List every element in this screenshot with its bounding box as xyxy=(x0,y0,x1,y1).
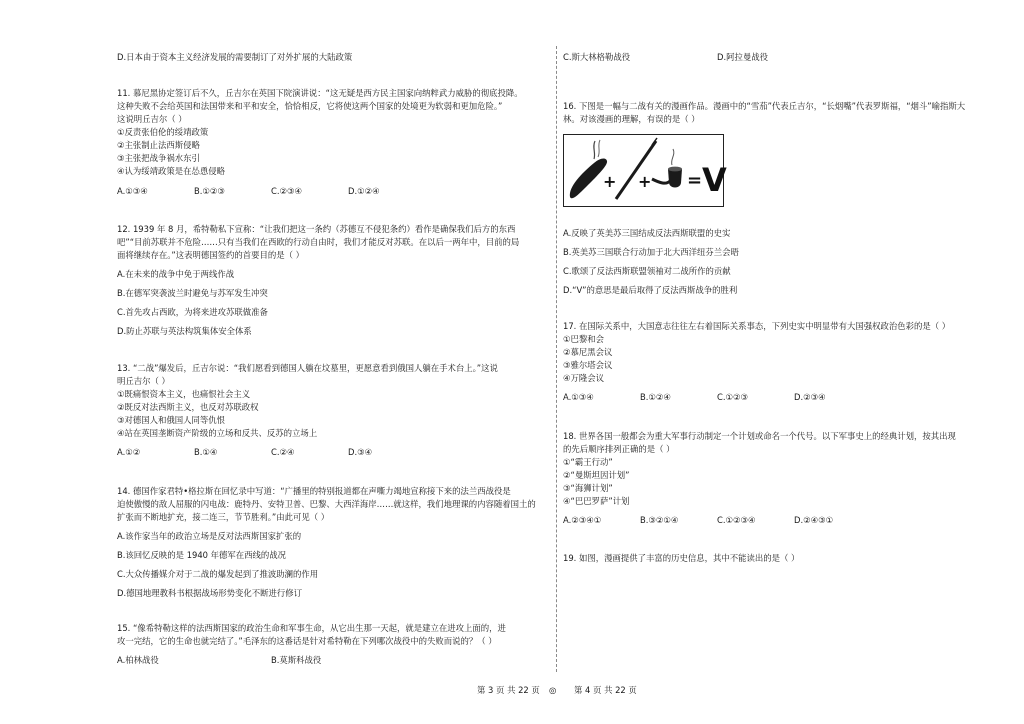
q11-item: ②主张制止法西斯侵略 xyxy=(117,140,200,150)
q17-choice-a[interactable]: A.①③④ xyxy=(563,392,594,402)
column-divider xyxy=(556,46,557,672)
q11-choice-c[interactable]: C.②③④ xyxy=(271,186,303,196)
q17-item: ①巴黎和会 xyxy=(563,334,605,344)
q11-item: ④认为绥靖政策是在怂恿侵略 xyxy=(117,166,226,176)
q14-choice-b[interactable]: B.该回忆反映的是 1940 年德军在西线的战况 xyxy=(117,550,287,560)
q18-item: ①“霸王行动” xyxy=(563,457,613,467)
q16-choice-c[interactable]: C.歌颂了反法西斯联盟领袖对二战所作的贡献 xyxy=(563,266,731,276)
q15-stem-line: 15. “像希特勒这样的法西斯国家的政治生命和军事生命，从它出生那一天起，就是建立在进攻上面的，进 xyxy=(117,623,506,633)
q12-choice-b[interactable]: B.在德军突袭波兰时避免与苏军发生冲突 xyxy=(117,288,268,298)
q15-choice-a[interactable]: A.柏林战役 xyxy=(117,655,159,665)
q18-item: ③“海狮计划” xyxy=(563,483,613,493)
q10-option-d: D.日本由于资本主义经济发展的需要制订了对外扩展的大陆政策 xyxy=(117,52,353,62)
svg-text:=: = xyxy=(687,170,703,191)
q13-stem-line: 明丘吉尔（ ） xyxy=(117,376,170,386)
q11-stem-line: 这说明丘吉尔（ ） xyxy=(117,114,187,124)
q12-stem-line: 吧”“目前苏联并不危险……只有当我们在西欧的行动自由时，我们才能反对苏联。在以后一两年中，目前的局 xyxy=(117,237,520,247)
q17-item: ②慕尼黑会议 xyxy=(563,347,613,357)
q11-item: ①反责张伯伦的绥靖政策 xyxy=(117,127,209,137)
q17-item: ④万隆会议 xyxy=(563,373,605,383)
cigar-icon xyxy=(570,140,607,198)
binding-mark-icon: ◎ xyxy=(549,685,557,695)
q16-choice-a[interactable]: A.反映了英美苏三国结成反法西斯联盟的史实 xyxy=(563,228,731,238)
cartoon-figure xyxy=(563,134,727,207)
q14-stem-line: 扩张而不断地扩充，接二连三，节节胜利。”由此可见（ ） xyxy=(117,512,330,522)
q16-choice-d[interactable]: D.“V”的意思是最后取得了反法西斯战争的胜利 xyxy=(563,285,738,295)
q18-stem-line: 的先后顺序排列正确的是（ ） xyxy=(563,444,675,454)
q16-stem-line: 16. 下图是一幅与二战有关的漫画作品。漫画中的“雪茄”代表丘吉尔，“长烟嘴”代表罗斯福，“烟斗”喻指斯大 xyxy=(563,101,966,111)
q13-stem-line: 13. “二战”爆发后，丘吉尔说：“我们愿看到德国人躺在坟墓里，更愿意看到俄国人躺在手术台上。”这说 xyxy=(117,363,498,373)
q19-stem-line: 19. 如图，漫画提供了丰富的历史信息，其中不能读出的是（ ） xyxy=(563,553,800,563)
q15-stem-line: 攻一完结，它的生命也就完结了。”毛泽东的这番话是针对希特勒在下列哪次战役中的失败而说的？（ ） xyxy=(117,636,497,646)
q11-stem-line: 这种失败不会给英国和法国带来和平和安全，恰恰相反，它将使这两个国家的处境更为软弱和更加危险。” xyxy=(117,101,503,111)
q12-choice-c[interactable]: C.首先攻占西欧，为将来进攻苏联做准备 xyxy=(117,307,268,317)
svg-text:V: V xyxy=(702,161,727,199)
q11-item: ③主张把战争祸水东引 xyxy=(117,153,200,163)
q13-choice-d[interactable]: D.③④ xyxy=(348,447,373,457)
q12-choice-a[interactable]: A.在未来的战争中免于两线作战 xyxy=(117,269,235,279)
q14-stem-line: 14. 德国作家君特•格拉斯在回忆录中写道：“广播里的特别报道都在声嘶力竭地宣称接下来的法兰西战役是 xyxy=(117,486,511,496)
q11-choice-d[interactable]: D.①②④ xyxy=(348,186,380,196)
q12-stem-line: 12. 1939 年 8 月，希特勒私下宣称：“让我们把这一条约（苏德互不侵犯条约）看作是确保我们后方的东西 xyxy=(117,224,516,234)
q13-item: ②既反对法西斯主义，也反对苏联政权 xyxy=(117,402,259,412)
q18-item: ④“巴巴罗萨”计划 xyxy=(563,496,630,506)
q13-item: ③对德国人和俄国人同等仇恨 xyxy=(117,415,226,425)
q11-choice-a[interactable]: A.①③④ xyxy=(117,186,148,196)
q17-item: ③雅尔塔会议 xyxy=(563,360,613,370)
pipe-icon xyxy=(652,149,682,188)
q14-choice-c[interactable]: C.大众传播媒介对于二战的爆发起到了推波助澜的作用 xyxy=(117,569,319,579)
q12-stem-line: 面将继续存在。”这表明德国签约的首要目的是（ ） xyxy=(117,250,305,260)
svg-text:+: + xyxy=(638,172,652,191)
q13-choice-b[interactable]: B.①④ xyxy=(194,447,218,457)
q18-choice-b[interactable]: B.③②①④ xyxy=(640,515,679,525)
cartoon-drawing xyxy=(564,135,727,205)
q15-choice-b[interactable]: B.莫斯科战役 xyxy=(271,655,322,665)
q13-choice-a[interactable]: A.①② xyxy=(117,447,141,457)
q18-choice-c[interactable]: C.①②③④ xyxy=(717,515,756,525)
q16-stem-line: 林。对该漫画的理解，有误的是（ ） xyxy=(563,114,700,124)
q17-stem-line: 17. 在国际关系中，大国意志往往左右着国际关系事态，下列史实中明显带有大国强权政治色彩的是（ ） xyxy=(563,321,951,331)
q17-choice-b[interactable]: B.①②④ xyxy=(640,392,671,402)
page-number-right: 第 4 页 共 22 页 xyxy=(574,685,637,695)
q15-choice-c[interactable]: C.斯大林格勒战役 xyxy=(563,52,631,62)
q13-item: ④站在英国垄断资产阶级的立场和反共、反苏的立场上 xyxy=(117,428,318,438)
q14-stem-line: 迫使傲慢的敌人屈服的闪电战：鹿特丹、安特卫普、巴黎、大西洋海岸……就这样，我们地理课的内容随着国土的 xyxy=(117,499,536,509)
q17-choice-c[interactable]: C.①②③ xyxy=(717,392,749,402)
svg-text:+: + xyxy=(603,172,617,191)
q18-item: ②“曼斯坦因计划” xyxy=(563,470,630,480)
q15-choice-d[interactable]: D.阿拉曼战役 xyxy=(717,52,768,62)
q11-choice-b[interactable]: B.①②③ xyxy=(194,186,225,196)
q14-choice-d[interactable]: D.德国地理教科书根据战场形势变化不断进行修订 xyxy=(117,588,302,598)
q17-choice-d[interactable]: D.②③④ xyxy=(794,392,826,402)
q18-stem-line: 18. 世界各国一般都会为重大军事行动制定一个计划或命名一个代号。以下军事史上的经典计划，按其出现 xyxy=(563,431,956,441)
q12-choice-d[interactable]: D.防止苏联与英法构筑集体安全体系 xyxy=(117,326,252,336)
q18-choice-a[interactable]: A.②③④① xyxy=(563,515,602,525)
q16-choice-b[interactable]: B.英美苏三国联合行动加于北大西洋纽芬兰会晤 xyxy=(563,247,739,257)
q18-choice-d[interactable]: D.②④③① xyxy=(794,515,834,525)
q14-choice-a[interactable]: A.该作家当年的政治立场是反对法西斯国家扩张的 xyxy=(117,531,302,541)
page-number-left: 第 3 页 共 22 页 xyxy=(477,685,540,695)
q13-item: ①既痛恨资本主义，也痛恨社会主义 xyxy=(117,389,251,399)
q11-stem-line: 11. 慕尼黑协定签订后不久，丘吉尔在英国下院演讲说：“这无疑是西方民主国家向纳粹武力威胁的彻底投降。 xyxy=(117,88,523,98)
q13-choice-c[interactable]: C.②④ xyxy=(271,447,295,457)
